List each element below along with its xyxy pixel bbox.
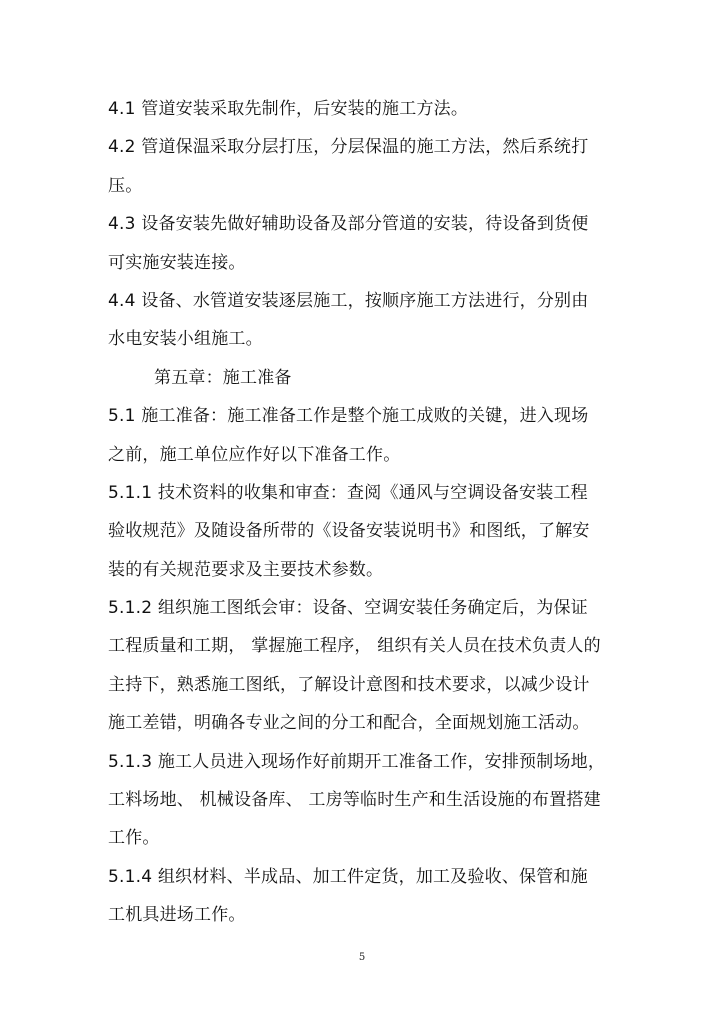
page-number: 5 <box>358 952 366 963</box>
text-line-5-1: 5.1 施工准备：施工准备工作是整个施工成败的关键，进入现场 <box>108 406 589 427</box>
chapter-heading: 第五章：施工准备 <box>154 367 292 388</box>
text-line-5-1-1: 5.1.1 技术资料的收集和审查：查阅《通风与空调设备安装工程 <box>108 482 588 503</box>
text-line-5-1-cont: 之前，施工单位应作好以下准备工作。 <box>108 444 401 465</box>
text-line-4-4-cont: 水电安装小组施工。 <box>108 329 263 350</box>
text-line-5-1-4: 5.1.4 组织材料、半成品、加工件定货，加工及验收、保管和施 <box>108 866 588 887</box>
text-line-5-1-2-cont-2: 主持下，熟悉施工图纸，了解设计意图和技术要求，以减少设计 <box>108 674 590 695</box>
text-line-5-1-1-cont-2: 装的有关规范要求及主要技术参数。 <box>108 559 384 580</box>
text-line-4-2: 4.2 管道保温采取分层打压，分层保温的施工方法，然后系统打 <box>108 137 589 158</box>
document-body <box>108 90 608 935</box>
text-line-4-3-cont: 可实施安装连接。 <box>108 252 246 273</box>
text-line-4-4: 4.4 设备、水管道安装逐层施工，按顺序施工方法进行，分别由 <box>108 290 589 311</box>
text-line-4-3: 4.3 设备安装先做好辅助设备及部分管道的安装，待设备到货便 <box>108 214 589 235</box>
text-line-5-1-3-cont-2: 工作。 <box>108 828 160 849</box>
text-line-5-1-3-cont-1: 工料场地、 机械设备库、 工房等临时生产和生活设施的布置搭建 <box>108 790 601 811</box>
text-line-5-1-3: 5.1.3 施工人员进入现场作好前期开工准备工作，安排预制场地， <box>108 751 606 772</box>
text-line-5-1-2-cont-3: 施工差错，明确各专业之间的分工和配合，全面规划施工活动。 <box>108 713 590 734</box>
text-line-5-1-1-cont-1: 验收规范》及随设备所带的《设备安装说明书》和图纸，了解安 <box>108 521 590 542</box>
text-line-5-1-2: 5.1.2 组织施工图纸会审：设备、空调安装任务确定后，为保证 <box>108 598 588 619</box>
text-line-4-1: 4.1 管道安装采取先制作，后安装的施工方法。 <box>108 99 469 119</box>
text-line-5-1-2-cont-1: 工程质量和工期， 掌握施工程序， 组织有关人员在技术负责人的 <box>108 636 601 657</box>
text-line-5-1-4-cont: 工机具进场工作。 <box>108 905 246 926</box>
text-line-4-2-cont: 压。 <box>108 175 143 196</box>
